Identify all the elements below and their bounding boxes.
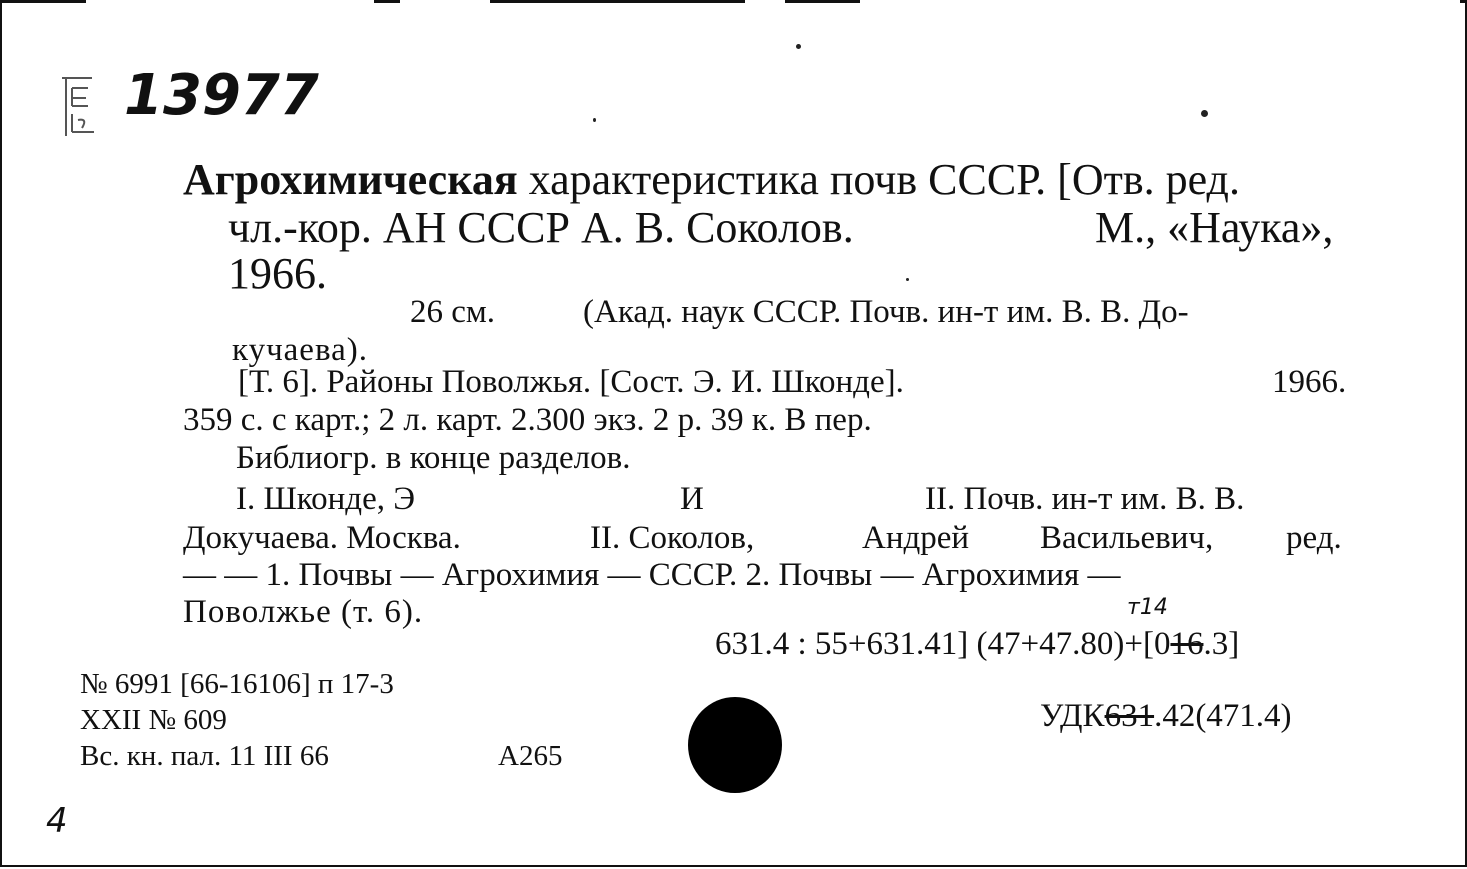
volume-year: 1966. bbox=[1272, 364, 1347, 400]
tracing-2-cont: Докучаева. Москва. bbox=[183, 520, 461, 556]
title-line-2-left: чл.-кор. АН СССР А. В. Соколов. bbox=[228, 203, 854, 252]
chamber-info: Вс. кн. пал. 11 III 66 bbox=[80, 740, 329, 772]
chamber-code: А265 bbox=[498, 740, 563, 772]
pub-year: 1966. bbox=[228, 249, 327, 298]
series: (Акад. наук СССР. Почв. ин-т им. В. В. До- bbox=[583, 294, 1189, 330]
size: 26 см. bbox=[410, 294, 496, 330]
volume-line: [Т. 6]. Районы Поволжья. [Сост. Э. И. Шконде]. bbox=[238, 364, 904, 400]
udk: УДК631.42(471.4) bbox=[1040, 698, 1292, 734]
subjects: — — 1. Почвы — Агрохимия — СССР. 2. Почвы — Агрохимия — bbox=[183, 557, 1121, 593]
subjects-cont: Поволжье (т. 6). bbox=[183, 594, 424, 630]
handwritten-note: т14 bbox=[1127, 595, 1168, 620]
tracing-3: II. Соколов, bbox=[590, 520, 755, 556]
call-number: 13977 bbox=[124, 63, 319, 128]
title-heading: Агрохимическая bbox=[183, 155, 518, 204]
register-number: XXII № 609 bbox=[80, 704, 227, 736]
title-rest: характеристика почв СССР. [Отв. ред. bbox=[528, 155, 1240, 204]
punch-hole bbox=[688, 697, 782, 793]
series-cont: кучаева). bbox=[232, 332, 368, 368]
tracing-2: II. Почв. ин-т им. В. В. bbox=[925, 481, 1245, 517]
title-line-1 bbox=[183, 155, 1240, 204]
tracing-3-name: Андрей bbox=[862, 520, 970, 556]
publisher: М., «Наука», bbox=[1095, 203, 1334, 252]
order-number: № 6991 [66-16106] п 17-3 bbox=[80, 668, 394, 700]
collation: 359 с. с карт.; 2 л. карт. 2.300 экз. 2 р. 39 к. В пер. bbox=[183, 402, 872, 438]
library-stamp-icon bbox=[58, 74, 98, 140]
tracing-1-initial: И bbox=[680, 481, 704, 517]
bibliography-note: Библиогр. в конце разделов. bbox=[236, 440, 631, 476]
classification: 631.4 : 55+631.41] (47+47.80)+[016.3] bbox=[715, 626, 1240, 662]
corner-mark: 4 bbox=[46, 801, 68, 841]
tracing-3-role: ред. bbox=[1286, 520, 1342, 556]
tracing-3-patronymic: Васильевич, bbox=[1040, 520, 1214, 556]
tracing-1: I. Шконде, Э bbox=[236, 481, 416, 517]
